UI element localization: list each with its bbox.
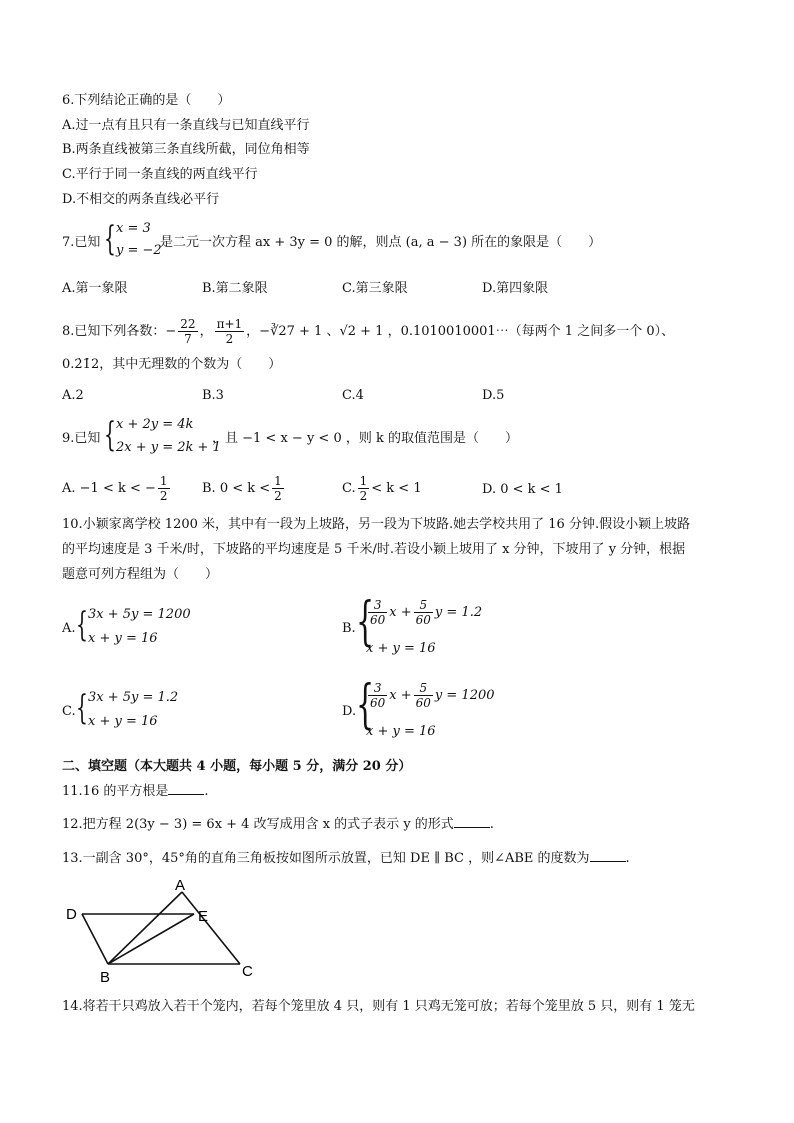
q10-d-eq2: x + y = 16: [366, 724, 436, 739]
q10-b-d1: 60: [370, 613, 386, 627]
q6-stem: 6.下列结论正确的是（ ）: [62, 93, 231, 108]
q9-c-tail: < k < 1: [371, 481, 422, 496]
q9-option-b: [202, 472, 286, 506]
q9-a-fraction: [158, 474, 170, 503]
q10-c-label: C.: [62, 704, 76, 719]
q10-c-eq2: x + y = 16: [88, 714, 158, 729]
q9-b-num: 1: [274, 474, 282, 488]
q9-option-a: [62, 472, 172, 506]
q7-brace: {: [104, 219, 116, 259]
triangle-figure: [62, 872, 272, 990]
label-a: A: [175, 877, 186, 894]
label-d: D: [66, 906, 77, 923]
q8-option-c: C.4: [342, 388, 364, 403]
q9-c-num: 1: [359, 474, 368, 488]
q8-fraction-1: [178, 317, 197, 346]
q7-option-d: D.第四象限: [482, 281, 549, 296]
q10-d-frac1: [368, 681, 387, 710]
q10-d-n1: 3: [368, 681, 387, 696]
q10-b-d2: 60: [415, 613, 431, 627]
q10-d-eq1: $\frac{3}{60}$ x + $\frac{5}{60}$ y = 1200: [370, 681, 495, 710]
q6-option-a: A.过一点有且只有一条直线与已知直线平行: [62, 118, 310, 133]
q7-eq2: y = −2: [116, 243, 162, 258]
q7-option-a: A.第一象限: [62, 281, 128, 296]
q10-b-label: B.: [342, 621, 356, 636]
q14-text: 14.将若干只鸡放入若干个笼内，若每个笼里放 4 只，则有 1 只鸡无笼可放；若每个笼里放 5 只，则有 1 笼无: [62, 999, 695, 1014]
q10-d-label: D.: [342, 704, 357, 719]
q6-option-b: B.两条直线被第三条直线所截，同位角相等: [62, 142, 310, 157]
q13: [62, 849, 630, 868]
q7-eq1: x = 3: [116, 221, 151, 236]
q10-b-eq1: $\frac{3}{60}$ x + $\frac{5}{60}$ y = 1.2: [370, 598, 483, 627]
q9-c-text: C.: [342, 481, 356, 496]
q9-brace: {: [104, 415, 116, 455]
q9-a-den: 2: [159, 489, 168, 503]
q9-a-num: 1: [159, 474, 168, 488]
q7-prefix: 7.已知: [62, 235, 101, 250]
q8-option-b: B.3: [202, 388, 224, 403]
q9-b-text: B. 0 < k <: [202, 481, 271, 496]
q13-answer-blank: [590, 849, 626, 862]
q10-d-d2: 60: [415, 696, 431, 710]
q9-prefix: 9.已知: [62, 431, 101, 446]
q10-a-eq1: 3x + 5y = 1200: [88, 607, 191, 622]
q10-b-n1: 3: [368, 598, 387, 613]
q9-suffix: ，且 −1 < x − y < 0 ，则 k 的取值范围是（ ）: [212, 431, 518, 446]
q10-b-frac1: [368, 598, 387, 627]
q10-d-rhs: y = 1200: [434, 688, 495, 703]
q9-b-fraction: [272, 474, 284, 503]
q9-c-fraction: [358, 474, 370, 503]
segment-db: [82, 914, 108, 964]
q10-a-eq2: x + y = 16: [88, 631, 158, 646]
q10-d-brace: {: [356, 675, 375, 735]
q8-prefix: 8.已知下列各数：−: [62, 324, 177, 339]
q10-a-brace: {: [76, 605, 88, 645]
q13-end: .: [625, 851, 630, 866]
q10-c-eq1: 3x + 5y = 1.2: [88, 690, 179, 705]
q9-option-c: [342, 472, 422, 506]
q11-end: .: [204, 784, 209, 799]
q13-text: 13.一副含 30°，45°角的直角三角板按如图所示放置，已知 DE ∥ BC ，则∠ABE 的度数为: [62, 851, 590, 866]
q10-line1: 10.小颖家离学校 1200 米，其中有一段为上坡路，另一段为下坡路.她去学校共用了 16 分钟.假设小颖上坡路: [62, 517, 691, 532]
q10-a-label: A.: [62, 621, 76, 636]
q8-option-d: D.5: [482, 388, 505, 403]
q8-line1: 8.已知下列各数：− $\frac{22}{7}$ ， $\frac{\pi+1}{2}$ ，−∛27 + 1 、√2 + 1 ，0.1010010001⋯（每两个 1 之间多一个 0）、: [62, 317, 675, 346]
q6-option-c: C.平行于同一条直线的两直线平行: [62, 167, 258, 182]
q10-b-brace: {: [356, 592, 375, 652]
q8-option-a: A.2: [62, 388, 84, 403]
q9-c-den: 2: [359, 489, 368, 503]
label-c: C: [242, 963, 253, 980]
q9-eq1: x + 2y = 4k: [116, 417, 194, 432]
q11: [62, 782, 209, 801]
q10-line3: 题意可列方程组为（ ）: [62, 567, 219, 582]
q10-d-n2: 5: [414, 681, 433, 696]
q9-eq2: 2x + y = 2k + 1: [116, 440, 221, 455]
q10-b-frac2: [414, 598, 433, 627]
q8-f1-numerator: 22: [180, 317, 196, 331]
segment-ac: [182, 892, 240, 964]
label-b: B: [100, 969, 111, 986]
q12-answer-blank: [454, 815, 490, 828]
q8-f1-denominator: 7: [184, 332, 192, 346]
q7-suffix: 是二元一次方程 ax + 3y = 0 的解，则点 (a, a − 3) 所在的象限是（ ）: [160, 235, 602, 250]
q7-option-c: C.第三象限: [342, 281, 408, 296]
q11-text: 11.16 的平方根是: [62, 784, 169, 799]
section-heading: 二、填空题（本大题共 4 小题，每小题 5 分，满分 20 分）: [62, 759, 412, 774]
q10-d-d1: 60: [370, 696, 386, 710]
q9-option-d: D. 0 < k < 1: [482, 482, 563, 497]
q10-d-frac2: [414, 681, 433, 710]
q8-fraction-2: [215, 317, 245, 346]
q8-f2-denominator: 2: [225, 332, 234, 346]
label-e: E: [198, 908, 209, 925]
q10-line2: 的平均速度是 3 千米/时，下坡路的平均速度是 5 千米/时.若设小颖上坡用了 x 分钟，下坡用了 y 分钟，根据: [62, 542, 686, 557]
q7-option-b: B.第二象限: [202, 281, 268, 296]
q9-a-text: A. −1 < k < −: [62, 481, 156, 496]
q12-text: 12.把方程 2(3y − 3) = 6x + 4 改写成用含 x 的式子表示 y 的形式: [62, 817, 454, 832]
q10-b-n2: 5: [414, 598, 433, 613]
q12: [62, 815, 494, 834]
q12-end: .: [489, 817, 494, 832]
q10-c-brace: {: [76, 688, 88, 728]
q8-line2: 0.2̇1̇2，其中无理数的个数为（ ）: [62, 357, 282, 372]
q10-b-eq2: x + y = 16: [366, 641, 436, 656]
q10-b-rhs: y = 1.2: [434, 605, 483, 620]
q8-rest: ，−∛27 + 1 、√2 + 1 ，0.1010010001⋯（每两个 1 之间多一个 0）、: [246, 324, 675, 339]
q11-answer-blank: [168, 782, 204, 795]
q8-f2-numerator: π+1: [216, 317, 243, 331]
q6-option-d: D.不相交的两条直线必平行: [62, 192, 220, 207]
q9-b-den: 2: [274, 489, 282, 503]
